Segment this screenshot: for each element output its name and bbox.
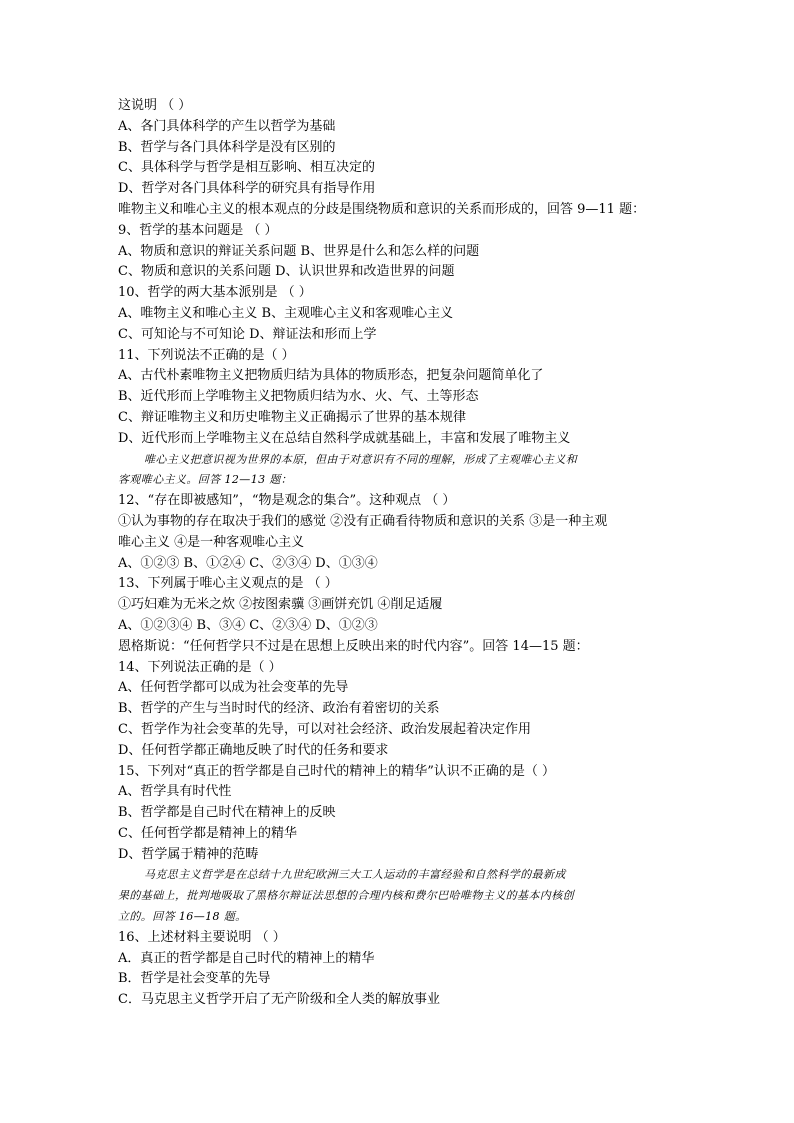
text-line: 16、上述材料主要说明 （ ） — [118, 929, 286, 945]
text-line: A、①②③④ B、③④ C、②③④ D、①②③ — [118, 617, 378, 633]
text-line: 客观唯心主义。回答 12—13 题： — [118, 473, 293, 487]
text-line: A、唯物主义和唯心主义 B、主观唯心主义和客观唯心主义 — [118, 305, 454, 321]
text-line: ①认为事物的存在取决于我们的感觉 ②没有正确看待物质和意识的关系 ③是一种主观 — [118, 513, 608, 529]
text-line: A、①②③ B、①②④ C、②③④ D、①③④ — [118, 555, 378, 571]
text-line: C、任何哲学都是精神上的精华 — [118, 825, 297, 841]
text-line: 恩格斯说：“任何哲学只不过是在思想上反映出来的时代内容”。回答 14—15 题： — [118, 638, 589, 654]
text-line: 9、哲学的基本问题是 （ ） — [118, 222, 278, 238]
text-line: B、哲学都是自己时代在精神上的反映 — [118, 805, 336, 821]
text-line: B、哲学与各门具体科学是没有区别的 — [118, 139, 336, 155]
text-line: D、哲学对各门具体科学的研究具有指导作用 — [118, 181, 376, 197]
text-line: 唯物主义和唯心主义的根本观点的分歧是围绕物质和意识的关系而形成的，回答 9—11 题： — [118, 201, 646, 217]
text-line: C、物质和意识的关系问题 D、认识世界和改造世界的问题 — [118, 264, 455, 280]
text-line: B、哲学的产生与当时时代的经济、政治有着密切的关系 — [118, 701, 440, 717]
text-line: ①巧妇难为无米之炊 ②按图索骥 ③画饼充饥 ④削足适履 — [118, 597, 443, 613]
text-line: 12、“存在即被感知”，“物是观念的集合”。这种观点 （ ） — [118, 493, 456, 509]
text-line: C．马克思主义哲学开启了无产阶级和全人类的解放事业 — [118, 992, 440, 1008]
text-line: 10、哲学的两大基本派别是 （ ） — [118, 285, 312, 301]
text-line: D、哲学属于精神的范畴 — [118, 846, 259, 862]
text-line: 马克思主义哲学是在总结十九世纪欧洲三大工人运动的丰富经验和自然科学的最新成 — [144, 868, 566, 882]
text-line: C、哲学作为社会变革的先导，可以对社会经济、政治发展起着决定作用 — [118, 721, 531, 737]
text-line: A、哲学具有时代性 — [118, 784, 232, 800]
text-line: A、各门具体科学的产生以哲学为基础 — [118, 118, 336, 134]
text-line: 13、下列属于唯心主义观点的是 （ ） — [118, 576, 338, 592]
text-line: 11、下列说法不正确的是（ ） — [118, 347, 295, 363]
text-line: 唯心主义 ④是一种客观唯心主义 — [118, 534, 305, 550]
text-line: B．哲学是社会变革的先导 — [118, 971, 271, 987]
text-line: A．真正的哲学都是自己时代的精神上的精华 — [118, 950, 375, 966]
document-body — [118, 96, 678, 1011]
text-line: A、任何哲学都可以成为社会变革的先导 — [118, 680, 349, 696]
text-line: C、可知论与不可知论 D、辩证法和形而上学 — [118, 326, 377, 342]
text-line: 15、下列对“真正的哲学都是自己时代的精神上的精华”认识不正确的是（ ） — [118, 763, 555, 779]
text-line: 果的基础上，批判地吸取了黑格尔辩证法思想的合理内核和费尔巴哈唯物主义的基本内核创 — [118, 889, 574, 903]
text-line: 这说明 （ ） — [118, 98, 192, 113]
text-line: 立的。回答 16—18 题。 — [118, 910, 247, 924]
text-line: A、物质和意识的辩证关系问题 B、世界是什么和怎么样的问题 — [118, 243, 480, 259]
text-line: D、任何哲学都正确地反映了时代的任务和要求 — [118, 742, 389, 758]
text-line: 唯心主义把意识视为世界的本原，但由于对意识有不同的理解，形成了主观唯心主义和 — [144, 452, 578, 466]
text-line: D、近代形而上学唯物主义在总结自然科学成就基础上，丰富和发展了唯物主义 — [118, 430, 571, 446]
text-line: C、辩证唯物主义和历史唯物主义正确揭示了世界的基本规律 — [118, 409, 466, 425]
text-line: C、具体科学与哲学是相互影响、相互决定的 — [118, 160, 375, 176]
text-line: 14、下列说法正确的是（ ） — [118, 659, 282, 675]
text-line: B、近代形而上学唯物主义把物质归结为水、火、气、土等形态 — [118, 389, 479, 405]
text-line: A、古代朴素唯物主义把物质归结为具体的物质形态，把复杂问题简单化了 — [118, 368, 544, 384]
